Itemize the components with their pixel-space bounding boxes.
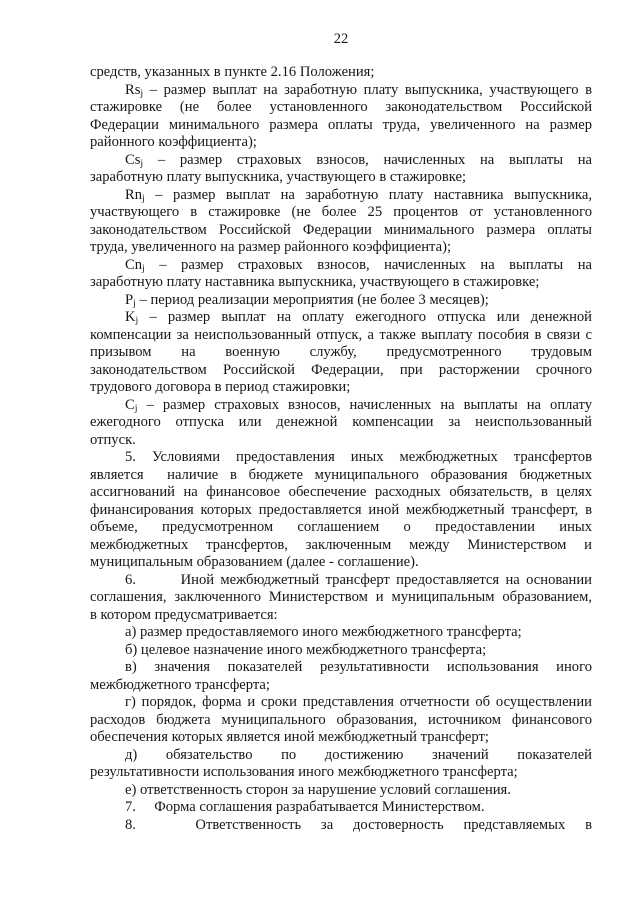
- text-line: г) порядок, форма и сроки представления отчетности об осуществлении: [125, 694, 592, 710]
- text-line: $Rn_j$ – размер выплат на заработную плату наставника выпускника,: [125, 186, 592, 204]
- page-number: 22: [333, 31, 349, 47]
- text-line: $P_j$ – период реализации мероприятия (не более 3 месяцев);: [125, 291, 489, 309]
- text-line: ассигнований на финансовое обеспечение расходных обязательств, в целях: [90, 484, 592, 500]
- text-line: в) значения показателей результативности использования иного: [125, 659, 592, 675]
- text-line: межбюджетного трансферта;: [90, 676, 270, 693]
- text-line: финансирования которых предоставляется иной межбюджетный трансферт, в: [90, 501, 592, 518]
- text-line: $Cs_j$ – размер страховых взносов, начисленных на выплаты на: [125, 151, 592, 169]
- text-line: обеспечения которых является иной межбюджетный трансферт;: [90, 729, 489, 745]
- text-line: муниципальным образованием (далее - соглашение).: [90, 554, 419, 570]
- text-line: законодательством Российской Федерации, при расторжении срочного: [90, 361, 592, 378]
- text-line: 5. Условиями предоставления иных межбюджетных трансфертов: [125, 449, 592, 465]
- text-line: отпуск.: [90, 431, 136, 448]
- text-line: 8. Ответственность за достоверность представляемых в: [125, 816, 592, 833]
- text-line: межбюджетных трансфертов, заключенным между Министерством и: [90, 536, 592, 553]
- text-body: [90, 64, 592, 834]
- text-line: районного коэффициента);: [90, 134, 257, 150]
- text-line: заработную плату наставника выпускника, участвующего в стажировке;: [90, 274, 540, 290]
- text-line: является наличие в бюджете муниципального образования бюджетных: [90, 466, 592, 483]
- text-line: заработную плату выпускника, участвующего в стажировке;: [90, 169, 467, 185]
- text-line: объеме, предусмотренном соглашением о предоставлении иных: [90, 519, 592, 535]
- text-line: труда, увеличенного на размер районного коэффициента);: [90, 239, 451, 255]
- text-line: $K_j$ – размер выплат на оплату ежегодного отпуска или денежной: [125, 309, 592, 327]
- text-line: $Rs_j$ – размер выплат на заработную плату выпускника, участвующего в: [125, 81, 592, 99]
- text-line: д) обязательство по достижению значений показателей: [125, 746, 592, 763]
- text-line: призывом на военную службу, предусмотренного трудовым: [90, 344, 592, 360]
- text-line: расходов бюджета муниципального образования, источником финансового: [90, 711, 592, 728]
- text-line: средств, указанных в пункте 2.16 Положения;: [90, 64, 375, 80]
- text-line: ежегодного отпуска или денежной компенсации за неиспользованный: [90, 414, 592, 430]
- text-line: результативности использования иного межбюджетного трансферта;: [90, 764, 518, 780]
- text-line: а) размер предоставляемого иного межбюджетного трансферта;: [125, 624, 522, 640]
- text-line: $C_j$ – размер страховых взносов, начисленных на выплаты на оплату: [125, 396, 592, 414]
- text-line: законодательством Российской Федерации минимального размера оплаты: [90, 221, 592, 238]
- text-line: е) ответственность сторон за нарушение условий соглашения.: [125, 781, 511, 798]
- text-line: компенсации за неиспользованный отпуск, а также выплату пособия в связи с: [90, 326, 592, 343]
- text-line: $Cn_j$ – размер страховых взносов, начисленных на выплаты на: [125, 256, 592, 274]
- text-line: Федерации минимального размера оплаты труда, увеличенного на размер: [90, 116, 592, 133]
- text-line: в котором предусматривается:: [90, 606, 278, 623]
- text-line: стажировке (не более установленного законодательством Российской: [90, 99, 592, 115]
- text-line: б) целевое назначение иного межбюджетного трансферта;: [125, 641, 487, 658]
- text-line: 6. Иной межбюджетный трансферт предоставляется на основании: [125, 571, 592, 588]
- text-line: 7. Форма соглашения разрабатывается Министерством.: [125, 799, 485, 815]
- text-line: участвующего в стажировке (не более 25 процентов от установленного: [90, 204, 592, 220]
- text-line: соглашения, заключенного Министерством и муниципальным образованием,: [90, 589, 592, 605]
- text-line: трудового договора в период стажировки;: [90, 379, 351, 395]
